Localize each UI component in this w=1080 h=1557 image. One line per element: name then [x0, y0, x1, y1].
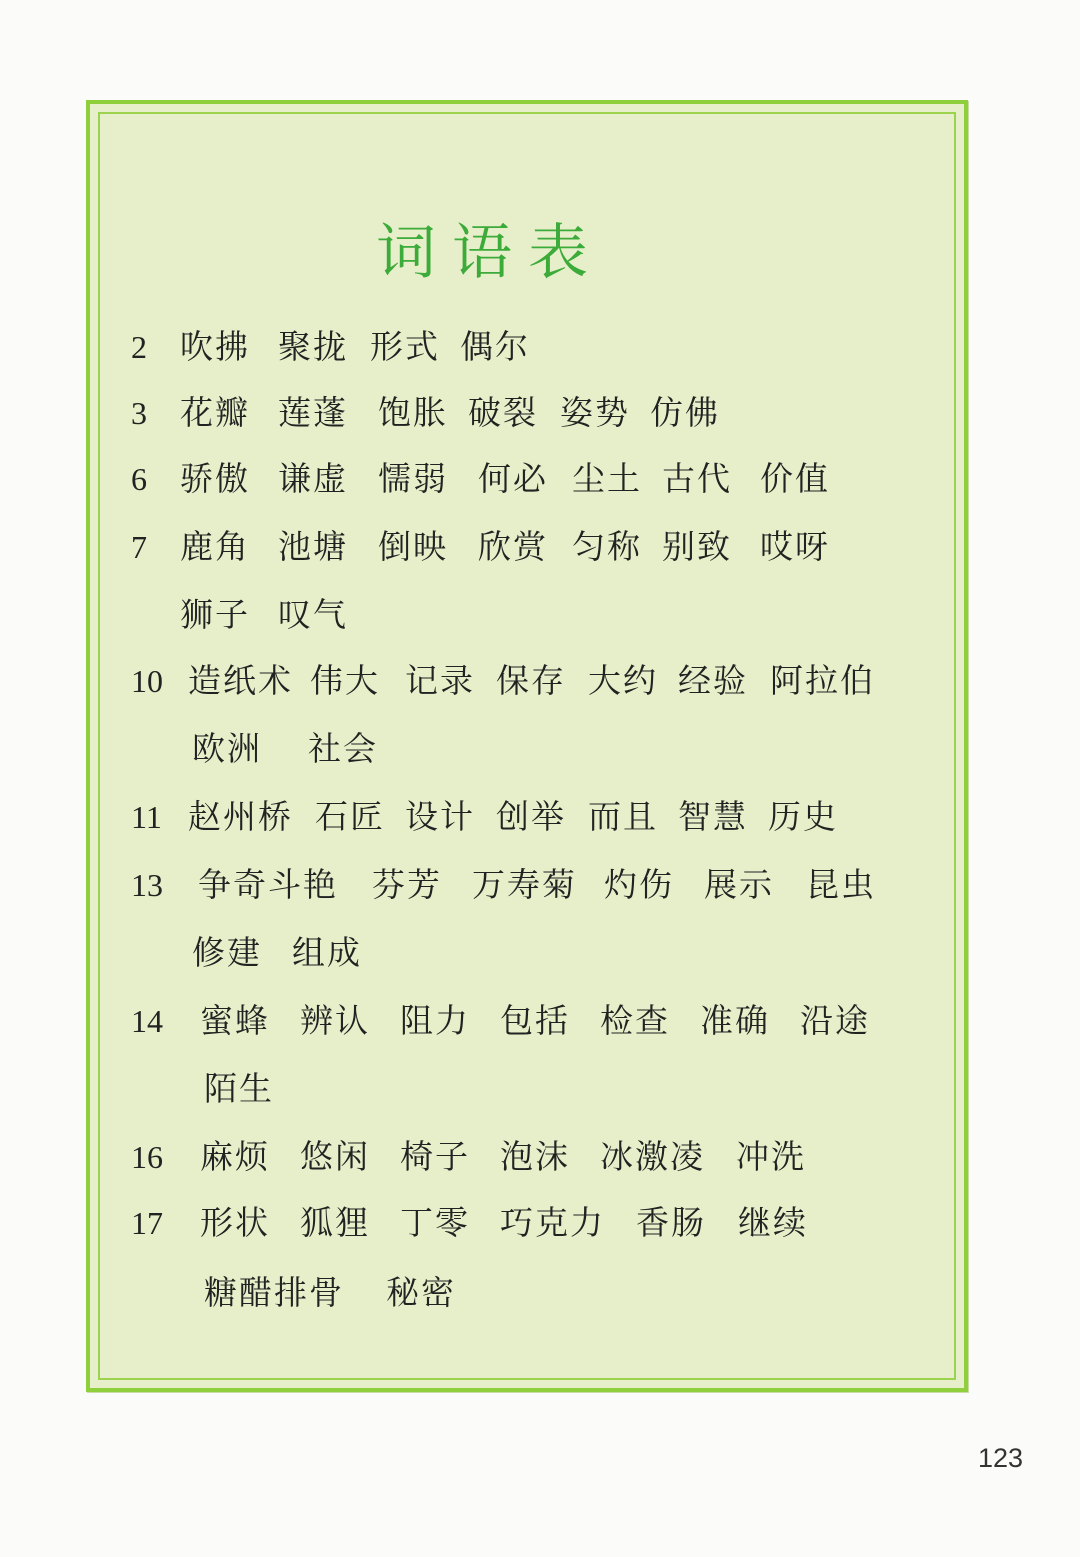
- vocabulary-word: 巧克力: [500, 1203, 605, 1242]
- vocabulary-word: 欧洲: [192, 729, 262, 768]
- vocabulary-word: 灼伤: [604, 865, 674, 904]
- vocabulary-word: 创举: [496, 797, 566, 836]
- vocabulary-word: 社会: [308, 729, 378, 768]
- lesson-number: 3: [131, 395, 147, 431]
- vocabulary-word: 争奇斗艳: [198, 865, 338, 904]
- vocabulary-word: 形状: [200, 1203, 270, 1242]
- vocabulary-word: 记录: [405, 661, 475, 700]
- vocabulary-word: 造纸术: [188, 661, 293, 700]
- vocabulary-word: 懦弱: [378, 459, 448, 498]
- vocabulary-word: 设计: [405, 797, 475, 836]
- vocabulary-word: 姿势: [560, 393, 630, 432]
- vocabulary-word: 糖醋排骨: [204, 1273, 344, 1312]
- vocabulary-word: 鹿角: [180, 527, 250, 566]
- vocabulary-word: 石匠: [315, 797, 385, 836]
- vocabulary-word: 冲洗: [736, 1137, 806, 1176]
- lesson-number: 7: [131, 529, 147, 565]
- vocabulary-word: 饱胀: [378, 393, 448, 432]
- vocabulary-word: 吹拂: [180, 327, 250, 366]
- vocabulary-word: 昆虫: [806, 865, 876, 904]
- vocabulary-word: 聚拢: [278, 327, 348, 366]
- vocabulary-word: 谦虚: [278, 459, 348, 498]
- vocabulary-word: 赵州桥: [188, 797, 293, 836]
- vocabulary-word: 匀称: [572, 527, 642, 566]
- vocabulary-word: 形式: [370, 327, 440, 366]
- vocabulary-word: 继续: [738, 1203, 808, 1242]
- vocabulary-word: 历史: [768, 797, 838, 836]
- vocabulary-word: 倒映: [378, 527, 448, 566]
- vocabulary-word: 别致: [662, 527, 732, 566]
- page-title: 词语表: [376, 218, 604, 288]
- vocabulary-word: 智慧: [678, 797, 748, 836]
- lesson-number: 2: [131, 329, 147, 365]
- page-number: 123: [978, 1443, 1024, 1473]
- lesson-number: 17: [131, 1205, 163, 1241]
- lesson-number: 14: [131, 1003, 163, 1039]
- vocabulary-word: 检查: [600, 1001, 670, 1040]
- vocabulary-word: 经验: [678, 661, 748, 700]
- vocabulary-word: 狐狸: [300, 1203, 370, 1242]
- vocabulary-word: 花瓣: [180, 393, 250, 432]
- vocabulary-word: 冰激凌: [600, 1137, 705, 1176]
- vocabulary-word: 香肠: [636, 1203, 706, 1242]
- vocabulary-word: 万寿菊: [472, 865, 577, 904]
- vocabulary-word: 芬芳: [372, 865, 442, 904]
- vocabulary-word: 丁零: [400, 1203, 470, 1242]
- vocabulary-word: 沿途: [800, 1001, 870, 1040]
- vocabulary-word: 阻力: [400, 1001, 470, 1040]
- vocabulary-word: 狮子: [180, 595, 250, 634]
- vocabulary-word: 大约: [588, 661, 658, 700]
- vocabulary-word: 仿佛: [650, 393, 720, 432]
- lesson-number: 10: [131, 663, 163, 699]
- vocabulary-word: 椅子: [400, 1137, 470, 1176]
- vocabulary-word: 价值: [760, 459, 830, 498]
- vocabulary-word: 麻烦: [200, 1137, 270, 1176]
- vocabulary-word: 池塘: [278, 527, 348, 566]
- vocabulary-word: 欣赏: [478, 527, 548, 566]
- vocabulary-word: 泡沫: [500, 1137, 570, 1176]
- vocabulary-word: 陌生: [204, 1069, 274, 1108]
- vocabulary-word: 哎呀: [760, 527, 830, 566]
- vocabulary-word: 秘密: [386, 1273, 456, 1312]
- vocabulary-word: 蜜蜂: [200, 1001, 270, 1040]
- vocabulary-word: 尘土: [572, 459, 642, 498]
- vocabulary-word: 偶尔: [460, 327, 530, 366]
- lesson-number: 11: [131, 799, 162, 835]
- vocabulary-word: 准确: [700, 1001, 770, 1040]
- vocabulary-word: 莲蓬: [278, 393, 348, 432]
- lesson-number: 6: [131, 461, 147, 497]
- vocabulary-word: 修建: [192, 933, 262, 972]
- vocabulary-word: 保存: [496, 661, 566, 700]
- vocabulary-word: 骄傲: [180, 459, 250, 498]
- vocabulary-word: 叹气: [278, 595, 348, 634]
- lesson-number: 16: [131, 1139, 163, 1175]
- vocabulary-word: 而且: [588, 797, 658, 836]
- vocabulary-word: 辨认: [300, 1001, 370, 1040]
- lesson-number: 13: [131, 867, 163, 903]
- vocabulary-word: 阿拉伯: [770, 661, 875, 700]
- vocabulary-word: 组成: [292, 933, 362, 972]
- vocabulary-word: 伟大: [310, 661, 380, 700]
- vocabulary-word: 悠闲: [300, 1137, 370, 1176]
- vocabulary-word: 何必: [478, 459, 548, 498]
- vocabulary-word: 破裂: [468, 393, 538, 432]
- vocabulary-word: 包括: [500, 1001, 570, 1040]
- vocabulary-word: 古代: [662, 459, 732, 498]
- vocabulary-word: 展示: [704, 865, 774, 904]
